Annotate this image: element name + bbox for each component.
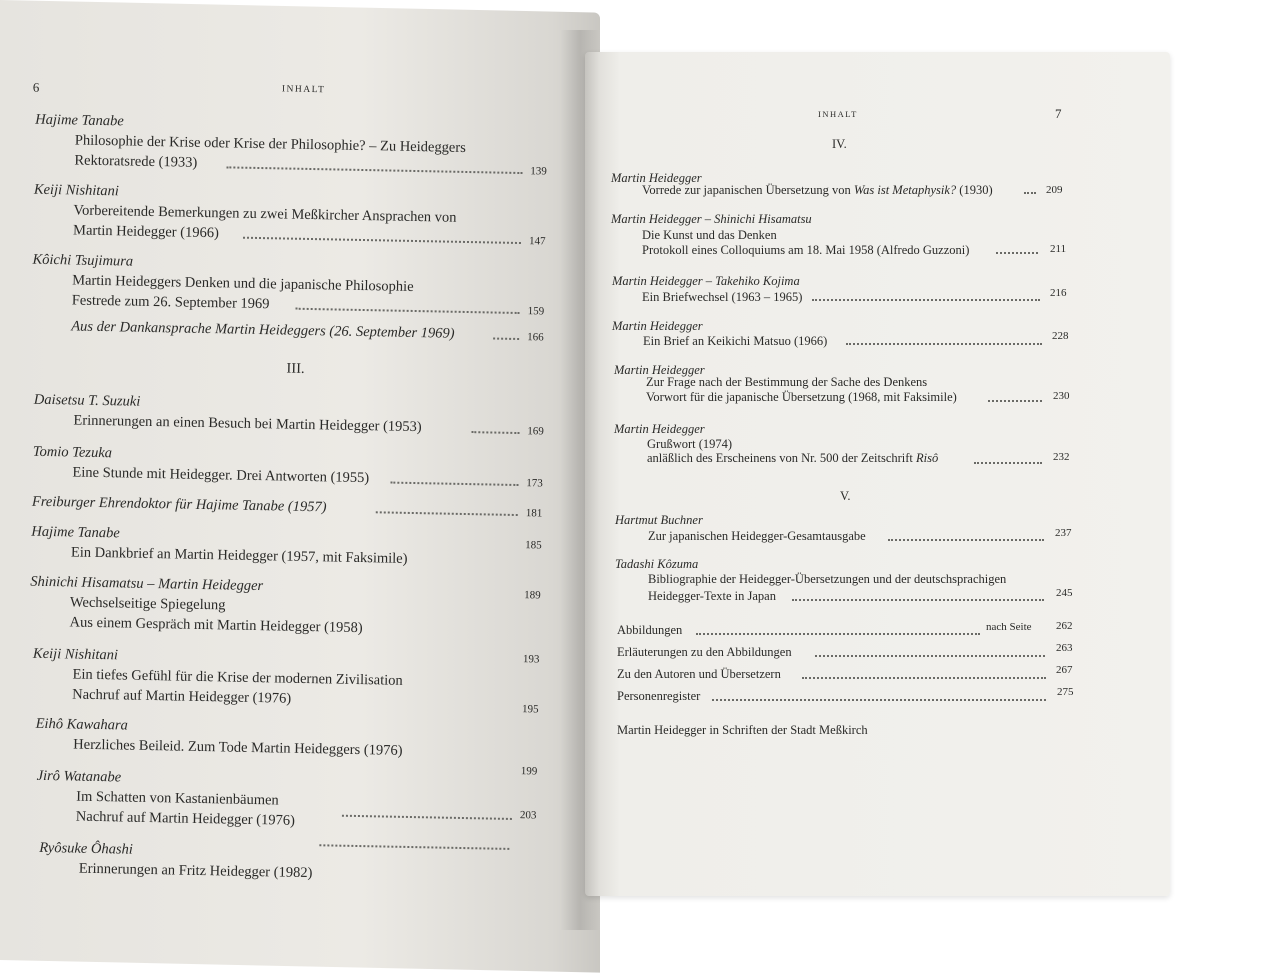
toc-title: Ein Brief an Keikichi Matsuo (1966) [643, 334, 828, 348]
toc-author: Freiburger Ehrendoktor für Hajime Tanabe (1957) [31, 493, 327, 516]
toc-title: anläßlich des Erscheinens von Nr. 500 der Zeitschrift Risô [647, 451, 939, 465]
toc-page: 211 [1050, 243, 1067, 255]
leader-dots [888, 539, 1044, 541]
leader-dots [1024, 192, 1036, 194]
toc-page: 228 [1052, 330, 1069, 342]
leader-dots [802, 677, 1046, 679]
toc-page-prefix: nach Seite [986, 621, 1032, 633]
toc-title: Aus der Dankansprache Martin Heideggers (26. September 1969) [71, 318, 455, 342]
toc-page: 181 [525, 507, 543, 520]
toc-title: Ein tiefes Gefühl für die Krise der modernen Zivilisation [72, 666, 403, 689]
toc-title: Rektoratsrede (1933) [74, 152, 198, 171]
leader-dots [696, 633, 980, 635]
toc-title: Ein Briefwechsel (1963 – 1965) [642, 290, 803, 304]
leader-dots [792, 599, 1044, 601]
toc-page: 169 [527, 425, 544, 438]
toc-title: Zu den Autoren und Übersetzern [617, 667, 781, 681]
toc-author: Martin Heidegger [611, 171, 702, 185]
toc-title: Nachruf auf Martin Heidegger (1976) [75, 808, 296, 829]
toc-page: 199 [520, 765, 538, 778]
toc-author: Martin Heidegger – Shinichi Hisamatsu [611, 212, 812, 226]
toc-title: Philosophie der Krise oder Krise der Philosophie? – Zu Heideggers [74, 132, 466, 156]
page-number: 7 [1055, 106, 1062, 121]
leader-dots [846, 343, 1042, 345]
toc-title: Bibliographie der Heidegger-Übersetzungen und der deutschsprachigen [648, 572, 1007, 586]
toc-title: Martin Heidegger (1966) [72, 222, 220, 242]
toc-title: Erinnerungen an Fritz Heidegger (1982) [78, 860, 313, 882]
toc-author: Martin Heidegger [612, 319, 703, 333]
toc-title: Wechselseitige Spiegelung [69, 594, 226, 614]
leader-dots [815, 655, 1045, 657]
toc-page: 209 [1046, 184, 1063, 196]
toc-page: 159 [527, 305, 545, 318]
section-heading: V. [840, 489, 851, 503]
toc-title: Erinnerungen an einen Besuch bei Martin Heidegger (1953) [73, 412, 422, 436]
leader-dots [974, 462, 1042, 464]
toc-author: Martin Heidegger [614, 422, 705, 436]
closing-line: Martin Heidegger in Schriften der Stadt Meßkirch [617, 723, 868, 737]
section-heading: III. [286, 360, 305, 377]
toc-author: Jirô Watanabe [36, 767, 122, 786]
toc-title: Nachruf auf Martin Heidegger (1976) [72, 686, 292, 707]
toc-author: Hajime Tanabe [35, 111, 124, 130]
toc-page: 193 [522, 653, 540, 666]
running-head: INHALT [281, 84, 326, 96]
toc-title: Im Schatten von Kastanienbäumen [76, 788, 279, 809]
toc-page: 245 [1056, 587, 1073, 599]
toc-page: 189 [524, 589, 541, 602]
toc-title: Ein Dankbrief an Martin Heidegger (1957, mit Faksimile) [70, 544, 408, 567]
toc-page: 216 [1050, 287, 1067, 299]
toc-author: Ryôsuke Ôhashi [39, 839, 133, 858]
toc-author: Kôichi Tsujimura [32, 251, 134, 270]
toc-title: Eine Stunde mit Heidegger. Drei Antworten (1955) [72, 464, 370, 487]
toc-title: Erläuterungen zu den Abbildungen [617, 645, 792, 659]
toc-page: 275 [1057, 686, 1074, 698]
toc-page: 232 [1053, 451, 1070, 463]
toc-page: 263 [1056, 642, 1073, 654]
toc-page: 230 [1053, 390, 1070, 402]
toc-title: Zur Frage nach der Bestimmung der Sache des Denkens [646, 375, 928, 389]
toc-page: 185 [525, 539, 542, 552]
toc-title: Festrede zum 26. September 1969 [71, 292, 270, 313]
leader-dots [996, 252, 1038, 254]
toc-author: Daisetsu T. Suzuki [33, 391, 141, 410]
toc-author: Tomio Tezuka [32, 443, 113, 462]
toc-title: Heidegger-Texte in Japan [648, 589, 776, 603]
toc-title: Zur japanischen Heidegger-Gesamtausgabe [648, 529, 866, 543]
page-number: 6 [32, 79, 40, 95]
toc-page: 203 [519, 809, 537, 822]
toc-author: Hajime Tanabe [31, 523, 120, 542]
running-head: INHALT [818, 109, 858, 119]
leader-dots [712, 699, 1046, 701]
toc-title: Aus einem Gespräch mit Martin Heidegger (1958) [69, 614, 363, 637]
toc-title: Protokoll eines Colloquiums am 18. Mai 1958 (Alfredo Guzzoni) [642, 243, 970, 257]
toc-author: Shinichi Hisamatsu – Martin Heidegger [30, 573, 264, 595]
toc-author: Martin Heidegger – Takehiko Kojima [612, 274, 800, 288]
section-heading: IV. [832, 137, 847, 151]
toc-title: Die Kunst und das Denken [642, 228, 777, 242]
toc-page: 147 [528, 235, 546, 248]
toc-title: Personenregister [617, 689, 701, 703]
toc-title: Herzliches Beileid. Zum Tode Martin Heideggers (1976) [73, 736, 403, 759]
toc-author: Eihô Kawahara [35, 715, 129, 734]
toc-author: Hartmut Buchner [615, 513, 703, 527]
toc-page: 195 [521, 703, 539, 716]
toc-author: Martin Heidegger [614, 363, 705, 377]
toc-page: 139 [530, 165, 547, 178]
toc-page: 166 [527, 331, 544, 344]
toc-author: Keiji Nishitani [33, 181, 120, 200]
toc-author: Keiji Nishitani [32, 645, 119, 664]
toc-page: 262 [1056, 620, 1073, 632]
toc-author: Tadashi Kôzuma [615, 557, 699, 571]
leader-dots [812, 299, 1040, 301]
toc-title: Vorbereitende Bemerkungen zu zwei Meßkircher Ansprachen von [73, 202, 457, 226]
toc-page: 237 [1055, 527, 1072, 539]
leader-dots [988, 400, 1042, 402]
toc-title: Abbildungen [617, 623, 683, 637]
toc-page: 267 [1056, 664, 1073, 676]
toc-title: Vorrede zur japanischen Übersetzung von Was ist Metaphysik? (1930) [642, 183, 993, 197]
toc-page: 173 [526, 477, 543, 490]
toc-title: Grußwort (1974) [647, 437, 733, 451]
toc-title: Vorwort für die japanische Übersetzung (1968, mit Faksimile) [646, 390, 957, 404]
toc-title: Martin Heideggers Denken und die japanische Philosophie [72, 272, 414, 295]
